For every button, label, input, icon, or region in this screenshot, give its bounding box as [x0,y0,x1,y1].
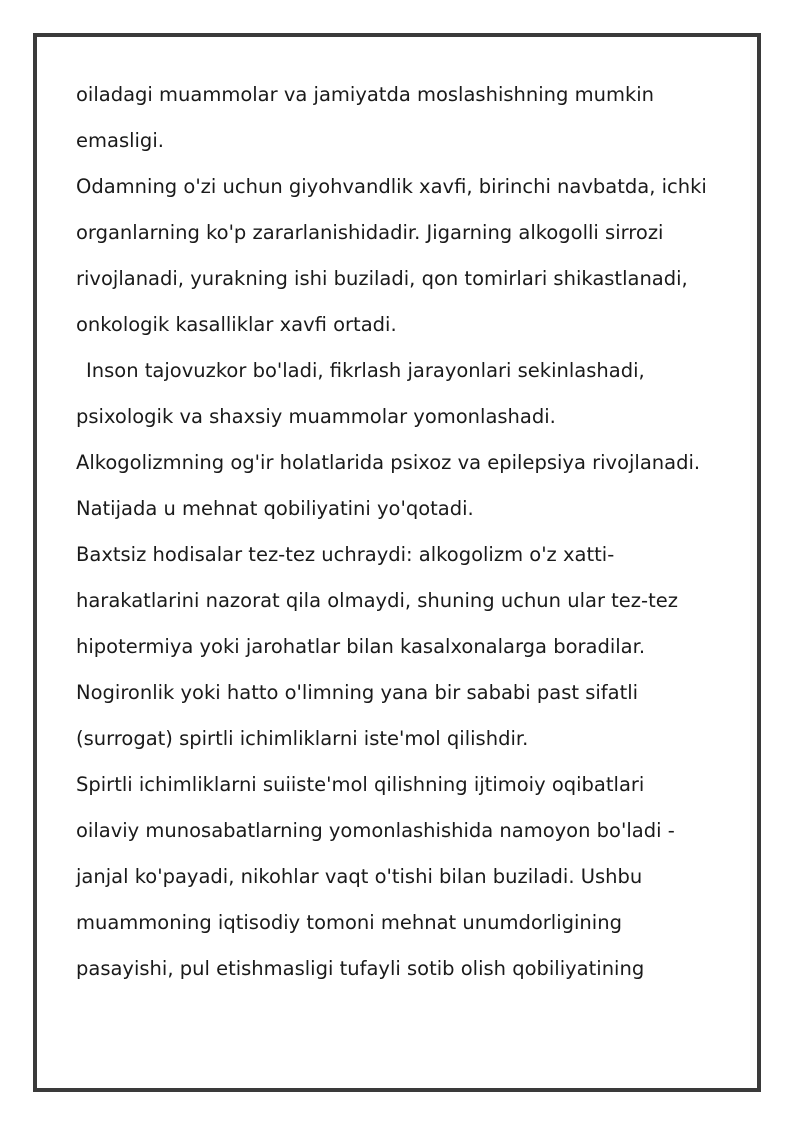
text-line: Inson tajovuzkor bo'ladi, fikrlash jarayonlari sekinlashadi, [86,359,645,382]
text-line: Odamning o'zi uchun giyohvandlik xavfi, birinchi navbatda, ichki [76,175,707,198]
paragraph-5 [76,762,736,992]
document-body [76,72,736,992]
text-line: Nogironlik yoki hatto o'limning yana bir sababi past sifatli [76,681,639,704]
text-line: emasligi. [76,129,164,152]
paragraph-4 [76,532,736,762]
text-line: Alkogolizmning og'ir holatlarida psixoz va epilepsiya rivojlanadi. [76,451,701,474]
text-line: oiladagi muammolar va jamiyatda moslashishning mumkin [76,83,655,106]
text-line: pasayishi, pul etishmasligi tufayli sotib olish qobiliyatining [76,957,645,980]
text-line: harakatlarini nazorat qila olmaydi, shuning uchun ular tez-tez [76,589,678,612]
text-line: Natijada u mehnat qobiliyatini yo'qotadi. [76,497,474,520]
text-line: Spirtli ichimliklarni suiiste'mol qilishning ijtimoiy oqibatlari [76,773,645,796]
text-line: rivojlanadi, yurakning ishi buziladi, qon tomirlari shikastlanadi, [76,267,688,290]
text-line: janjal ko'payadi, nikohlar vaqt o'tishi bilan buziladi. Ushbu [76,865,643,888]
text-line: (surrogat) spirtli ichimliklarni iste'mol qilishdir. [76,727,529,750]
text-line: psixologik va shaxsiy muammolar yomonlashadi. [76,405,556,428]
text-line: Baxtsiz hodisalar tez-tez uchraydi: alkogolizm o'z xatti- [76,543,615,566]
paragraph-1 [76,72,736,164]
text-line: oilaviy munosabatlarning yomonlashishida namoyon bo'ladi - [76,819,675,842]
text-line: hipotermiya yoki jarohatlar bilan kasalxonalarga boradilar. [76,635,646,658]
text-line: muammoning iqtisodiy tomoni mehnat unumdorligining [76,911,622,934]
paragraph-3 [76,348,736,532]
text-line: organlarning ko'p zararlanishidadir. Jigarning alkogolli sirrozi [76,221,664,244]
text-line: onkologik kasalliklar xavfi ortadi. [76,313,397,336]
paragraph-2 [76,164,736,348]
